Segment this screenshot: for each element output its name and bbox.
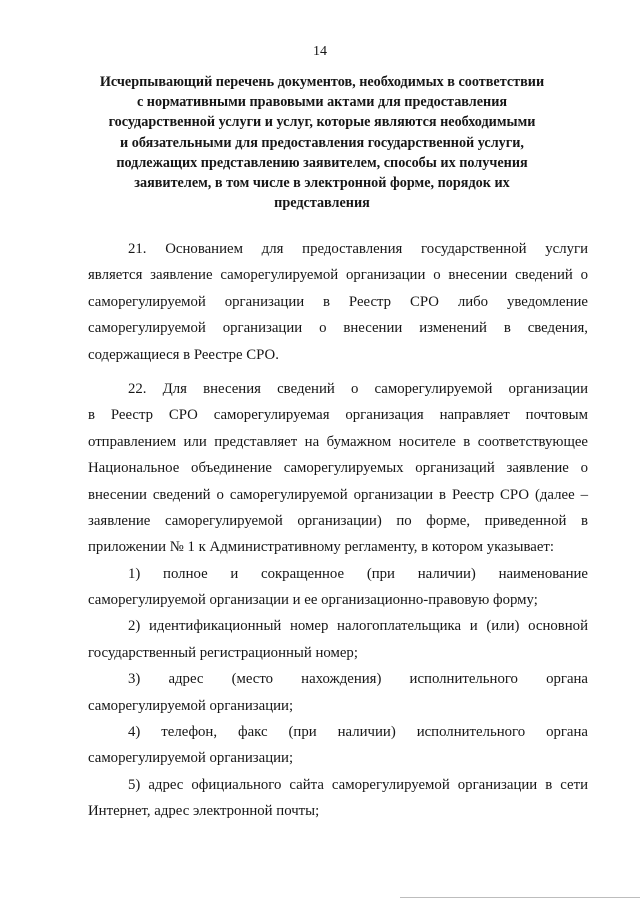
scan-edge-line <box>400 897 640 898</box>
title-line: Исчерпывающий перечень документов, необходимых в соответствии <box>99 74 545 90</box>
title-line: подлежащих представлению заявителем, способы их получения <box>116 154 528 171</box>
text-line: 4) телефон, факс (при наличии) исполнительного органа <box>128 724 588 741</box>
paragraph-21 <box>88 236 588 368</box>
title-line: представления <box>274 195 370 212</box>
text-line: 21. Основанием для предоставления государственной услуги <box>128 241 588 257</box>
text-line: 3) адрес (место нахождения) исполнительного органа <box>128 671 588 688</box>
text-line: саморегулируемой организации и ее организационно-правовую форму; <box>88 592 538 609</box>
document-body <box>88 236 588 825</box>
text-line: является заявление саморегулируемой организации о внесении сведений о <box>88 267 588 284</box>
text-line: саморегулируемой организации; <box>88 750 294 767</box>
text-line: государственный регистрационный номер; <box>88 644 358 661</box>
text-line: Интернет, адрес электронной почты; <box>88 803 320 820</box>
text-line: приложении № 1 к Административному регламенту, в котором указывает: <box>88 539 554 556</box>
page-number: 14 <box>313 44 327 59</box>
text-line: заявление саморегулируемой организации) по форме, приведенной в <box>88 512 588 529</box>
list-item-2 <box>88 613 588 666</box>
paragraph-22 <box>88 376 588 561</box>
text-line: 5) адрес официального сайта саморегулируемой организации в сети <box>128 776 588 793</box>
text-line: в Реестр СРО саморегулируемая организация направляет почтовым <box>88 407 588 424</box>
list-item-5 <box>88 772 588 825</box>
list-item-3 <box>88 666 588 719</box>
text-line: Национальное объединение саморегулируемых организаций заявление о <box>88 460 588 477</box>
text-line: 1) полное и сокращенное (при наличии) наименование <box>128 565 588 582</box>
text-line: саморегулируемой организации о внесении изменений в сведения, <box>88 320 588 337</box>
text-line: содержащиеся в Реестре СРО. <box>88 346 279 363</box>
text-line: саморегулируемой организации; <box>88 697 294 714</box>
title-line: заявителем, в том числе в электронной форме, порядок их <box>134 175 510 192</box>
text-line: отправлением или представляет на бумажном носителе в соответствующее <box>88 433 588 450</box>
title-line: и обязательными для предоставления государственной услуги, <box>120 134 524 151</box>
text-line: 22. Для внесения сведений о саморегулируемой организации <box>128 380 588 397</box>
title-line: государственной услуги и услуг, которые являются необходимыми <box>108 114 536 131</box>
text-line: внесении сведений о саморегулируемой организации в Реестр СРО (далее – <box>88 486 588 503</box>
list-item-1 <box>88 561 588 614</box>
section-title <box>92 72 552 213</box>
list-item-4 <box>88 719 588 772</box>
text-line: саморегулируемой организации в Реестр СРО либо уведомление <box>88 293 588 310</box>
text-line: 2) идентификационный номер налогоплательщика и (или) основной <box>128 618 588 635</box>
title-line: с нормативными правовыми актами для предоставления <box>136 94 508 111</box>
